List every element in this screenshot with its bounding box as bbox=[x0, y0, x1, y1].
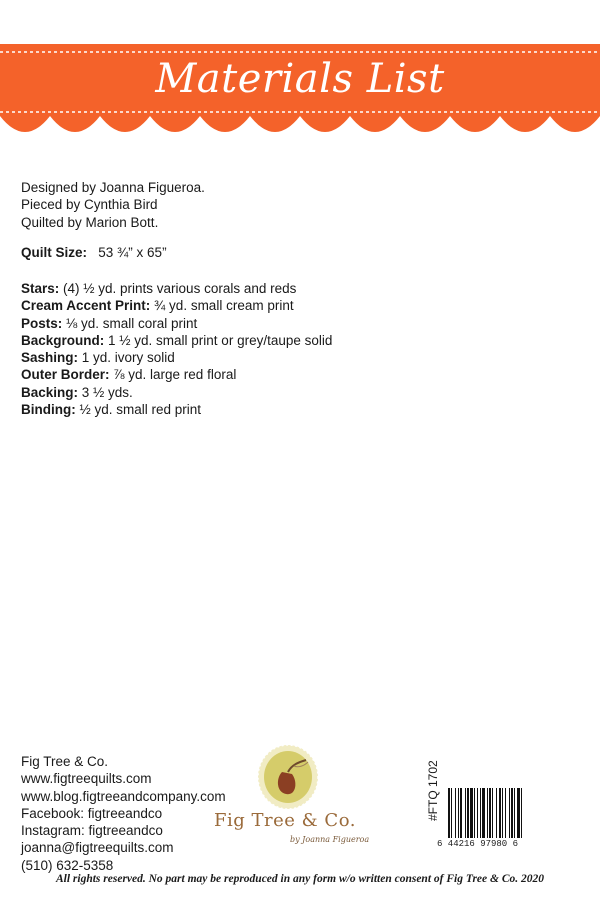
barcode-bar bbox=[489, 788, 491, 838]
phone-number: (510) 632-5358 bbox=[21, 857, 114, 873]
barcode-bar bbox=[465, 788, 466, 838]
barcode-bar bbox=[482, 788, 485, 838]
logo-wordmark: Fig Tree & Co. bbox=[214, 810, 356, 831]
material-item: Outer Border: ⅞ yd. large red floral bbox=[21, 367, 237, 383]
quilt-size bbox=[21, 244, 167, 261]
material-item: Stars: (4) ½ yd. prints various corals and reds bbox=[21, 281, 297, 296]
email-link[interactable]: joanna@figtreequilts.com bbox=[21, 840, 174, 856]
barcode-bar bbox=[487, 788, 488, 838]
barcode-bar bbox=[502, 788, 503, 838]
barcode-bar bbox=[509, 788, 510, 838]
barcode-bar bbox=[460, 788, 462, 838]
barcode-bar bbox=[511, 788, 513, 838]
barcode-bar bbox=[521, 788, 522, 838]
copyright-notice: All rights reserved. No part may be reproduced in any form w/o written consent of Fig Tree & Co. 2020 bbox=[55, 873, 544, 885]
barcode-bar bbox=[477, 788, 478, 838]
material-item: Background: 1 ½ yd. small print or grey/taupe solid bbox=[21, 332, 333, 348]
pattern-number: #FTQ 1702 bbox=[426, 760, 440, 821]
fig-tree-logo bbox=[200, 742, 370, 852]
website-link[interactable]: www.figtreequilts.com bbox=[21, 771, 152, 787]
company-name: Fig Tree & Co. bbox=[21, 754, 109, 769]
barcode-bar bbox=[474, 788, 475, 838]
instagram-handle: Instagram: figtreeandco bbox=[21, 823, 163, 839]
materials-list bbox=[21, 280, 332, 418]
credit-quilter: Quilted by Marion Bott. bbox=[21, 214, 159, 230]
barcode-bar bbox=[451, 788, 452, 838]
barcode-number: 6 44216 97980 6 bbox=[437, 839, 519, 849]
material-item: Binding: ½ yd. small red print bbox=[21, 402, 202, 418]
barcode-bar bbox=[505, 788, 506, 838]
credit-designer: Designed by Joanna Figueroa. bbox=[21, 180, 205, 195]
quilt-size-label: Quilt Size: bbox=[21, 245, 88, 260]
barcode-bar bbox=[492, 788, 493, 838]
barcode-bar bbox=[448, 788, 450, 838]
page-title: Materials List bbox=[155, 56, 445, 102]
barcode-bar bbox=[514, 788, 515, 838]
fig-icon bbox=[200, 742, 370, 812]
barcode-bar bbox=[470, 788, 473, 838]
material-item: Backing: 3 ½ yds. bbox=[21, 384, 133, 400]
material-item: Posts: ⅛ yd. small coral print bbox=[21, 315, 198, 331]
facebook-handle: Facebook: figtreeandco bbox=[21, 805, 163, 821]
barcode-bar bbox=[458, 788, 459, 838]
blog-link[interactable]: www.blog.figtreeandcompany.com bbox=[21, 788, 226, 804]
credit-piecer: Pieced by Cynthia Bird bbox=[21, 197, 158, 213]
material-item: Sashing: 1 yd. ivory solid bbox=[21, 350, 175, 366]
barcode-bar bbox=[496, 788, 497, 838]
barcode-bar bbox=[517, 788, 520, 838]
barcode-bar bbox=[499, 788, 501, 838]
material-item: Cream Accent Print: ¾ yd. small cream print bbox=[21, 298, 294, 314]
barcode-bar bbox=[455, 788, 456, 838]
quilt-size-value: 53 ¾” x 65” bbox=[98, 245, 167, 260]
barcode-bar bbox=[467, 788, 469, 838]
credits bbox=[21, 179, 205, 231]
logo-tagline: by Joanna Figueroa bbox=[290, 835, 370, 844]
contact-info bbox=[21, 753, 226, 874]
barcode-bar bbox=[480, 788, 481, 838]
